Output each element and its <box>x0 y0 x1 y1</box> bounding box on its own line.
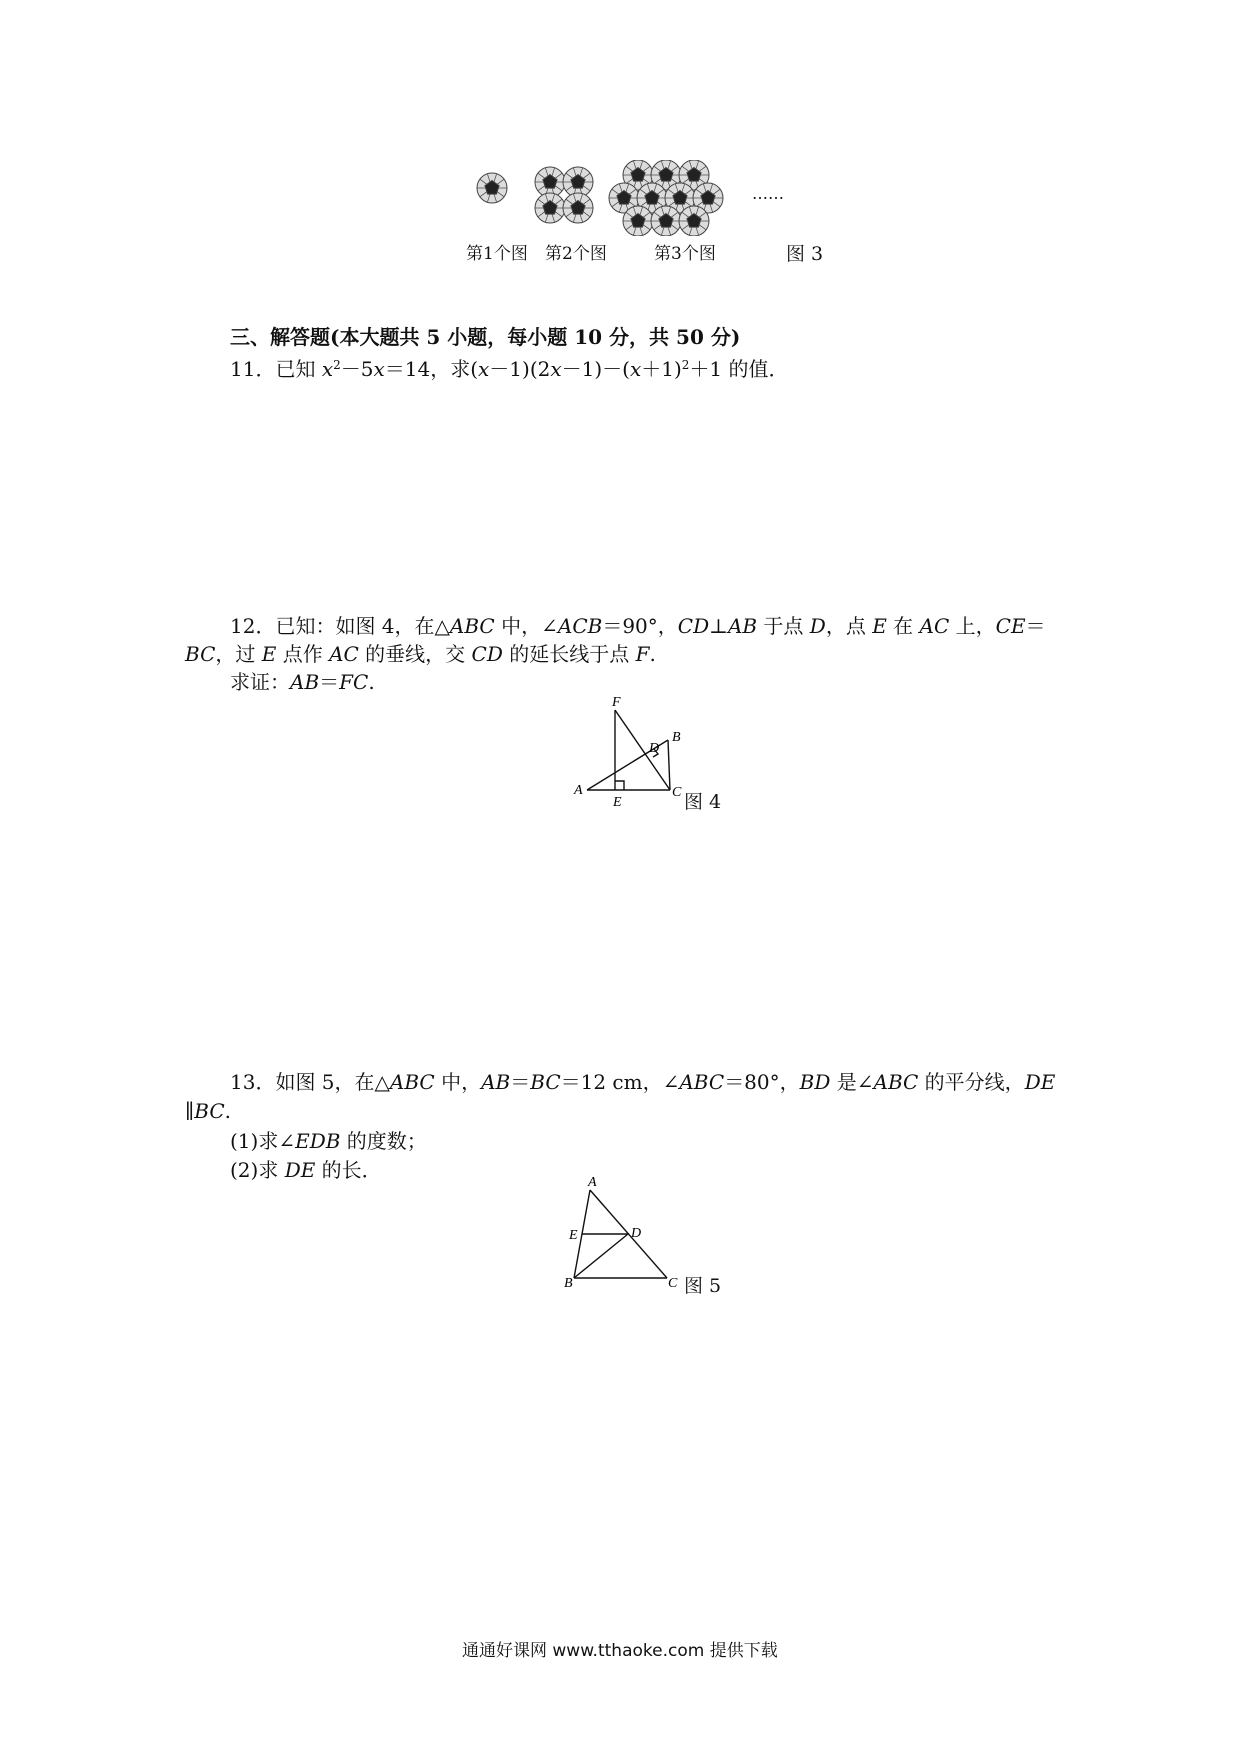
right-angle-E <box>615 781 624 790</box>
figure-3-pattern <box>470 160 800 236</box>
label-C: C <box>668 1276 678 1291</box>
figure-4-caption: 图 4 <box>684 791 722 813</box>
segment-BD <box>574 1234 628 1278</box>
question-13-sub-2: (2)求 DE 的长． <box>230 1158 382 1182</box>
figure-5-diagram <box>560 1170 700 1300</box>
section-heading: 三、解答题(本大题共 5 小题，每小题 10 分，共 50 分) <box>230 325 741 349</box>
pattern-tile <box>563 193 593 223</box>
label-C: C <box>672 785 682 800</box>
question-12-line-2: BC，过 E 点作 AC 的垂线，交 CD 的延长线于点 F. <box>185 642 656 666</box>
segment-BC <box>668 740 670 790</box>
question-11: 11．已知 $x^2-5x=14$，求$(x-1)(2x-1)-(x+1)^2+1$ 的值． <box>230 357 789 381</box>
pattern-tile <box>679 206 709 236</box>
figure-3-caption-1: 第1个图 <box>466 244 528 264</box>
question-13-line-2: ∥BC. <box>185 1099 231 1123</box>
label-D: D <box>649 741 660 756</box>
segment-FC <box>615 710 670 790</box>
label-B: B <box>564 1276 573 1291</box>
pattern-tile <box>651 206 681 236</box>
question-12-line-1: 12．已知：如图 4，在△ABC 中，∠ACB＝90°，CD⊥AB 于点 D，点 E 在 AC 上，CE＝ <box>230 614 1046 638</box>
question-12-prove: 求证：AB＝FC. <box>230 670 375 694</box>
pattern-tile <box>535 193 565 223</box>
question-13-sub-1: (1)求∠EDB 的度数； <box>230 1129 427 1153</box>
pattern-tile <box>623 206 653 236</box>
figure-3-ellipsis: …… <box>752 184 784 203</box>
label-E: E <box>613 795 622 810</box>
label-B: B <box>672 730 681 745</box>
label-F: F <box>612 695 621 710</box>
figure-3-label: 图 3 <box>786 243 824 265</box>
figure-3-caption-2: 第2个图 <box>545 244 607 264</box>
label-A: A <box>574 783 583 798</box>
label-D: D <box>631 1226 642 1241</box>
question-13-line-1: 13．如图 5，在△ABC 中，AB＝BC＝12 cm，∠ABC＝80°，BD 是∠ABC 的平分线，DE <box>230 1070 1056 1094</box>
figure-5-caption: 图 5 <box>684 1275 722 1297</box>
figure-3-caption-3: 第3个图 <box>654 244 716 264</box>
pattern-tile <box>477 173 507 203</box>
footer-source: 通通好课网 www.tthaoke.com 提供下载 <box>462 1641 778 1661</box>
label-E: E <box>569 1228 578 1243</box>
label-A: A <box>588 1175 597 1190</box>
